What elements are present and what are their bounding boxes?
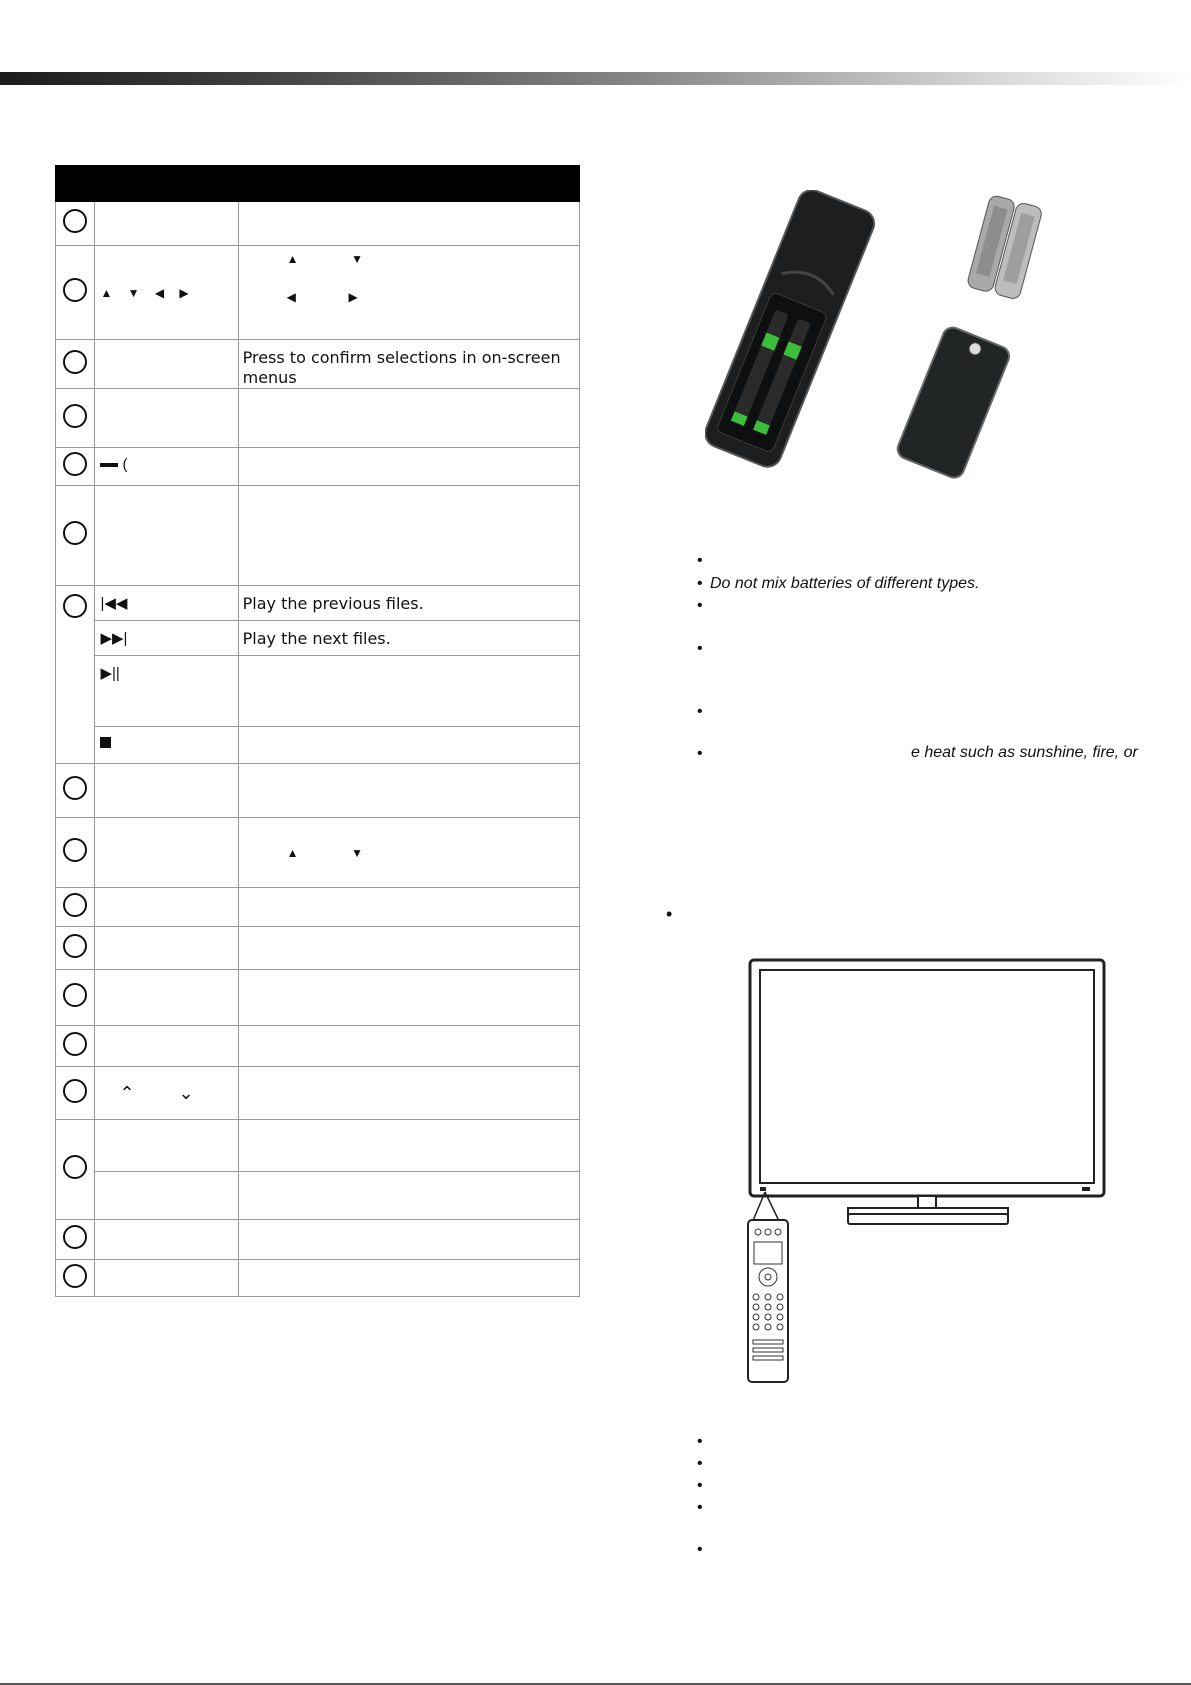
table-header-row — [56, 166, 580, 202]
header-gradient-bar — [0, 72, 1191, 85]
row-number-badge — [56, 1260, 95, 1297]
arrow-keys-icon: ▲ ▼ ◀ ▶ — [100, 285, 195, 300]
header-cell-number — [56, 166, 95, 202]
next-description: Play the next files. — [242, 629, 391, 648]
table-row — [56, 1120, 580, 1172]
table-row — [56, 586, 580, 621]
row-number-badge — [56, 818, 95, 888]
header-cell-button — [95, 166, 238, 202]
table-row — [56, 486, 580, 586]
row-number-badge — [56, 586, 95, 764]
table-row — [56, 818, 580, 888]
bullet: • — [697, 1477, 703, 1494]
dash-key-paren: ( — [122, 456, 128, 473]
next-icon: ▶▶| — [100, 630, 128, 647]
table-row — [56, 1220, 580, 1260]
table-row — [56, 621, 580, 656]
bullet: • — [697, 1541, 703, 1558]
up-down-arrows-icon: ▲ ▼ — [286, 252, 370, 266]
battery-note-2: Do not mix batteries of different types. — [710, 575, 980, 592]
row-number-badge — [56, 888, 95, 927]
up-down-arrows-icon: ▲ ▼ — [286, 845, 370, 860]
remote-buttons-table — [55, 165, 580, 1297]
table-row — [56, 656, 580, 727]
table-row — [56, 389, 580, 448]
table-row — [56, 970, 580, 1026]
previous-icon: |◀◀ — [100, 595, 128, 612]
bullet: • — [666, 904, 673, 924]
battery-note-6-fragment: e heat such as sunshine, fire, or — [911, 744, 1138, 761]
table-row — [56, 727, 580, 764]
bullet: • — [697, 1499, 703, 1516]
table-row — [56, 246, 580, 340]
table-row — [56, 448, 580, 486]
bullet: • — [697, 1433, 703, 1450]
row-number-badge — [56, 764, 95, 818]
bullet: • — [697, 745, 703, 762]
row-number-badge — [56, 389, 95, 448]
bullet: • — [697, 597, 703, 614]
bullet: • — [697, 703, 703, 720]
row-number-badge — [56, 927, 95, 970]
enter-description: Press to confirm selections in on-screen menus — [242, 348, 561, 387]
row-number-badge — [56, 246, 95, 340]
table-row — [56, 1067, 580, 1120]
row-number-badge — [56, 448, 95, 486]
row-number-badge — [56, 1067, 95, 1120]
bullet: • — [697, 1455, 703, 1472]
table-row — [56, 764, 580, 818]
row-number-badge — [56, 1120, 95, 1220]
dash-key-icon — [100, 463, 118, 467]
header-cell-description — [238, 166, 579, 202]
row-number-badge — [56, 1026, 95, 1067]
bullet: • — [697, 640, 703, 657]
row-number-badge — [56, 340, 95, 389]
row-number-badge — [56, 202, 95, 246]
battery-installation-illustration — [705, 190, 1085, 490]
bullet: • — [697, 552, 703, 569]
table-row — [56, 340, 580, 389]
play-pause-icon: ▶|| — [100, 665, 120, 682]
bullet: • — [697, 575, 703, 592]
table-row — [56, 1026, 580, 1067]
table-row — [56, 202, 580, 246]
row-number-badge — [56, 486, 95, 586]
table-row — [56, 1260, 580, 1297]
tv-remote-range-illustration — [740, 955, 1110, 1385]
stop-icon — [100, 737, 111, 748]
left-right-arrows-icon: ◀ ▶ — [286, 290, 364, 304]
previous-description: Play the previous files. — [242, 594, 424, 613]
table-row — [56, 1172, 580, 1220]
chevron-up-down-icon: ⌃⌄ — [119, 1082, 238, 1103]
table-row — [56, 888, 580, 927]
row-number-badge — [56, 1220, 95, 1260]
table-row — [56, 927, 580, 970]
row-number-badge — [56, 970, 95, 1026]
